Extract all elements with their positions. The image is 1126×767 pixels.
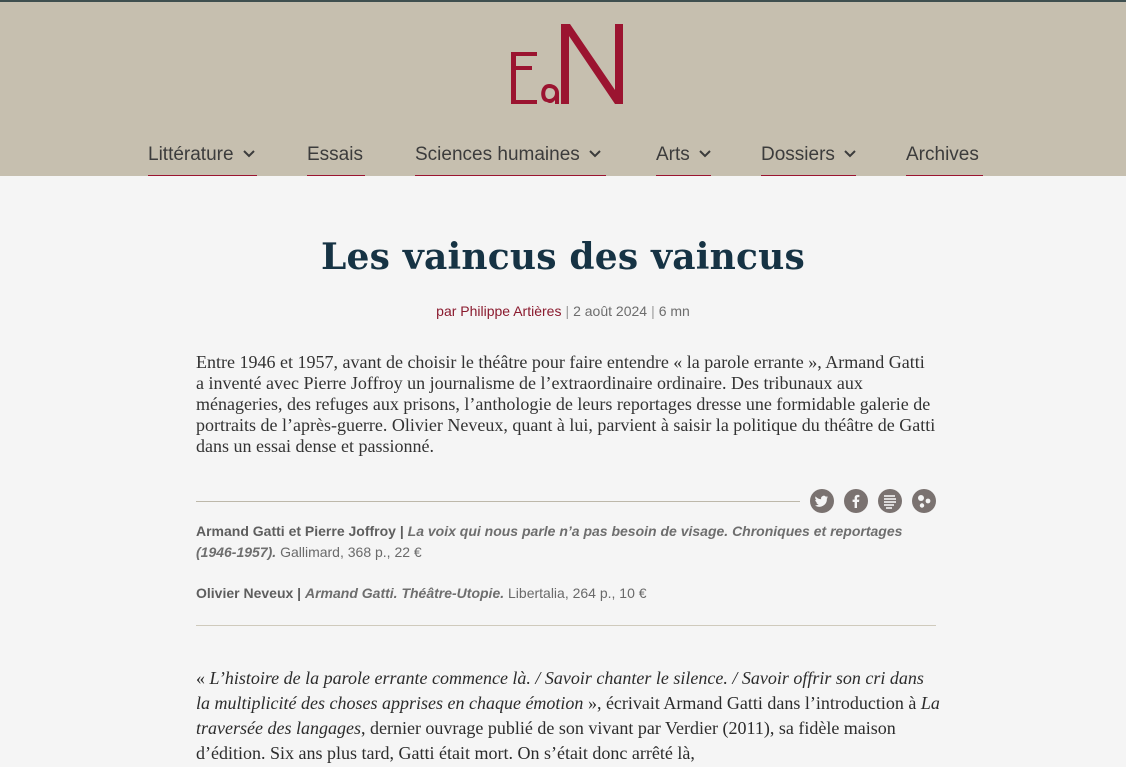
- site-logo[interactable]: [507, 18, 627, 110]
- ref-book-title: Armand Gatti. Théâtre-Utopie.: [304, 585, 505, 601]
- nav-arts[interactable]: [656, 142, 711, 178]
- twitter-icon[interactable]: [810, 489, 834, 513]
- article-chapo: Entre 1946 et 1957, avant de choisir le théâtre pour faire entendre « la parole errante », Armand Gatti a inventé avec Pierre Joffroy un journalisme de l’extraordinaire ordinaire. Des tribunaux aux ménageries, des refuges aux prisons, l’anthologie de leurs reportages dresse une formidable galerie de portraits de l’après-guerre. Olivier Neveux, quant à lui, parvient à saisir la politique du théâtre de Gatti dans un essai dense et passionné.: [196, 352, 936, 456]
- nav-essais[interactable]: [307, 142, 365, 178]
- poem-quote: L’histoire de la parole errante commence là. / Savoir chanter le silence. / Savoir offrir son cri dans la multiplicité des choses apprises en chaque émotion: [196, 668, 924, 713]
- article-main: [0, 176, 1126, 767]
- chevron-down-icon: [242, 149, 256, 159]
- divider: [196, 625, 936, 626]
- meta-separator: |: [651, 303, 655, 319]
- book-reference: [196, 583, 936, 604]
- ref-publisher: Gallimard, 368 p., 22 €: [280, 544, 422, 560]
- book-title: La traversée des langages: [196, 693, 940, 738]
- nav-label: Archives: [906, 144, 979, 165]
- share-bar: [810, 489, 936, 515]
- nav-label: Dossiers: [761, 144, 835, 165]
- author-link[interactable]: [436, 303, 561, 319]
- divider: [196, 501, 800, 502]
- article-meta: [0, 303, 1126, 319]
- chevron-down-icon: [843, 149, 857, 159]
- ref-book-title: La voix qui nous parle n’a pas besoin de visage. Chroniques et reportages (1946-1957).: [196, 523, 903, 560]
- article-paragraph: [196, 666, 940, 766]
- author-prefix: par: [436, 303, 457, 319]
- text-span: , dernier ouvrage publié de son vivant par Verdier (2011), sa fidèle maison d’édition. Six ans plus tard, Gatti était mort. On s’était donc arrêté là,: [196, 718, 896, 763]
- nav-label: Sciences humaines: [415, 144, 580, 165]
- article-title: Les vaincus des vaincus: [321, 236, 805, 278]
- nav-sciences-humaines[interactable]: [415, 142, 606, 178]
- chevron-down-icon: [588, 149, 602, 159]
- ref-authors: Armand Gatti et Pierre Joffroy |: [196, 523, 404, 539]
- author-name: Philippe Artières: [460, 303, 562, 319]
- facebook-icon[interactable]: [844, 489, 868, 513]
- nav-archives[interactable]: [906, 142, 983, 178]
- reading-time: 6 mn: [658, 303, 690, 319]
- chevron-down-icon: [698, 149, 712, 159]
- quote-open: «: [196, 668, 210, 688]
- nav-label: Littérature: [148, 144, 234, 165]
- nav-label: Essais: [307, 144, 363, 165]
- more-share-icon[interactable]: [912, 489, 936, 513]
- ref-authors: Olivier Neveux |: [196, 585, 302, 601]
- text-span: », écrivait Armand Gatti dans l’introduction à: [583, 693, 921, 713]
- nav-label: Arts: [656, 144, 690, 165]
- main-nav: [0, 142, 1126, 178]
- site-header: [0, 0, 1126, 176]
- print-icon[interactable]: [878, 489, 902, 513]
- book-reference: [196, 521, 936, 563]
- ref-publisher: Libertalia, 264 p., 10 €: [508, 585, 647, 601]
- nav-dossiers[interactable]: [761, 142, 856, 178]
- nav-litterature[interactable]: [148, 142, 257, 178]
- article-date: 2 août 2024: [573, 303, 648, 319]
- meta-separator: |: [565, 303, 570, 319]
